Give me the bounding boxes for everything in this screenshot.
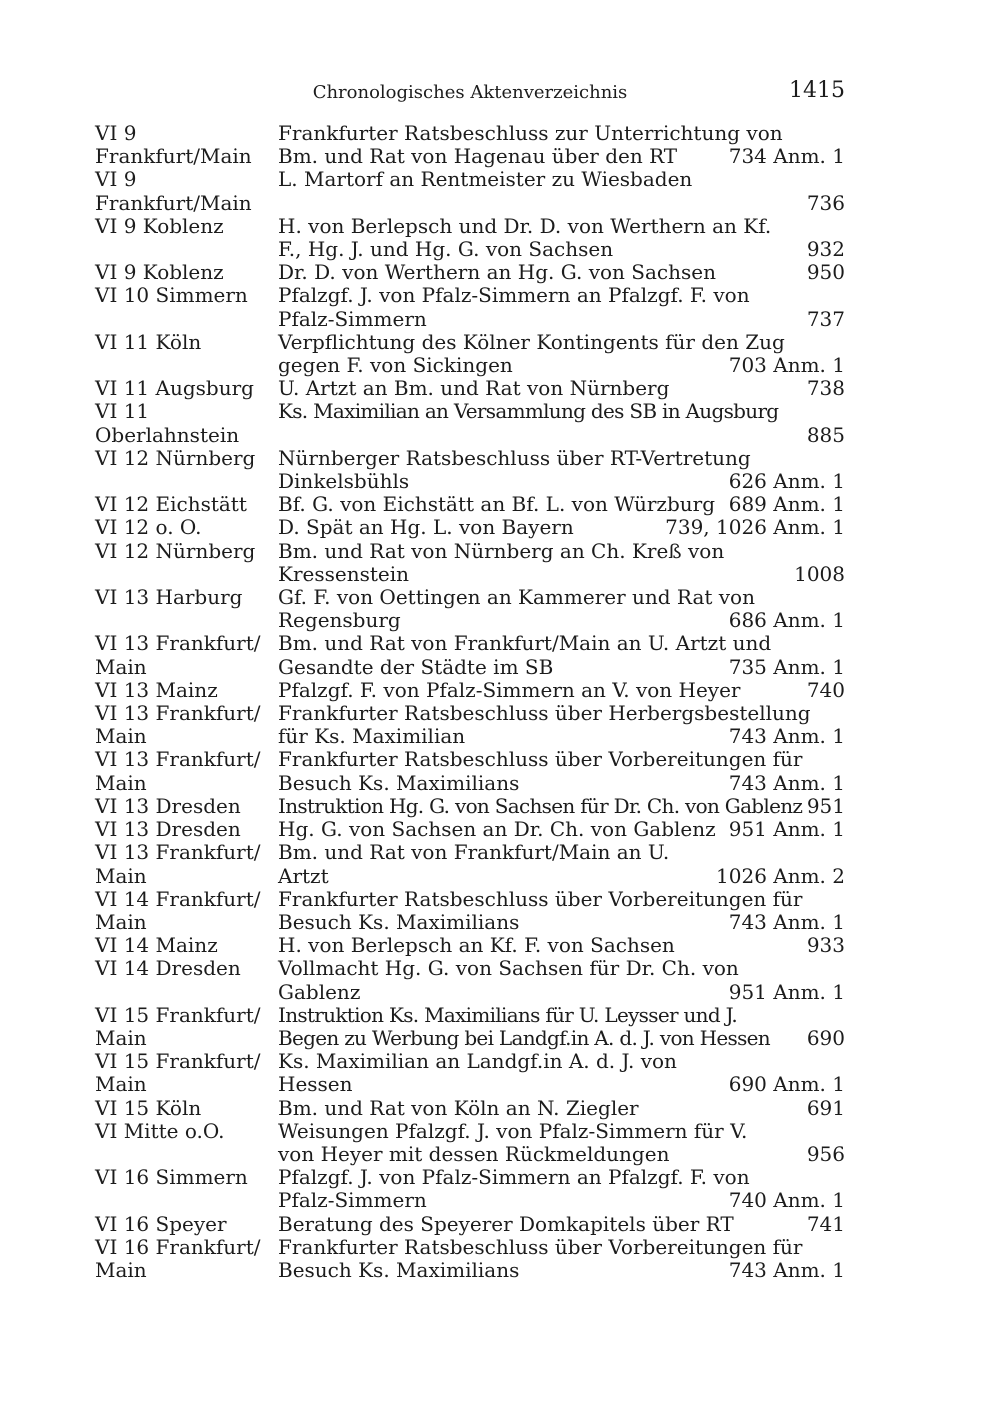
entry-page-reference: 691 — [806, 1095, 845, 1120]
entry-body — [278, 818, 845, 841]
entry-page-reference: 626 Anm. 1 — [728, 469, 845, 494]
entry-body — [278, 934, 845, 957]
page-number: 1415 — [789, 78, 845, 103]
list-item — [95, 261, 845, 284]
entry-date-place: VI 9 Koblenz — [95, 260, 224, 285]
entry-body — [278, 447, 845, 493]
list-item — [95, 1213, 845, 1236]
entry-page-reference: 690 — [806, 1025, 845, 1050]
entry-date-place: VI 16 Frankfurt/ Main — [95, 1234, 261, 1282]
entry-description: Bm. und Rat von Köln an N. Ziegler — [278, 1095, 639, 1120]
entry-page-reference: 951 Anm. 1 — [728, 817, 845, 842]
entry-date-place: VI 15 Köln — [95, 1095, 202, 1120]
entry-body — [278, 632, 845, 678]
entry-body — [278, 540, 845, 586]
entry-date-place: VI 12 Nürnberg — [95, 445, 256, 470]
list-item — [95, 447, 845, 493]
entry-description: Ks. Maximilian an Versammlung des SB in Augsburg — [278, 399, 779, 424]
entry-date-place: VI 12 Eichstätt — [95, 492, 247, 517]
entry-date-place: VI 12 o. O. — [95, 515, 202, 540]
entry-page-reference: 1026 Anm. 2 — [716, 863, 845, 888]
entry-date-place: VI 13 Harburg — [95, 585, 243, 610]
entry-date-place: VI 11 Augsburg — [95, 376, 254, 401]
entry-description: Frankfurter Ratsbeschluss über Herbergsbestellung für Ks. Maximilian — [278, 701, 811, 749]
list-item — [95, 377, 845, 400]
entry-body — [278, 1213, 845, 1236]
entry-page-reference: 932 — [806, 237, 845, 262]
entry-page-reference: 686 Anm. 1 — [728, 608, 845, 633]
entry-body — [278, 400, 845, 446]
list-item — [95, 841, 845, 887]
entry-date-place: VI 11 Oberlahnstein — [95, 399, 240, 447]
entry-page-reference: 689 Anm. 1 — [728, 492, 845, 517]
entry-page-reference: 740 — [806, 677, 845, 702]
entry-page-reference: 933 — [806, 933, 845, 958]
list-item — [95, 934, 845, 957]
entry-date-place: VI 11 Köln — [95, 329, 202, 354]
list-item — [95, 748, 845, 794]
list-item — [95, 586, 845, 632]
entry-description: Bm. und Rat von Nürnberg an Ch. Kreß von Kressenstein — [278, 538, 725, 586]
list-item — [95, 888, 845, 934]
entry-body — [278, 748, 845, 794]
entry-date-place: VI 13 Frankfurt/ Main — [95, 701, 261, 749]
entry-date-place: VI 15 Frankfurt/ Main — [95, 1002, 261, 1050]
entry-body — [278, 888, 845, 934]
entry-description: Hg. G. von Sachsen an Dr. Ch. von Gablenz — [278, 817, 716, 842]
entry-date-place: VI 9 Frankfurt/Main — [95, 121, 252, 169]
entry-body — [278, 215, 845, 261]
entry-body — [278, 1236, 845, 1282]
running-title: Chronologisches Aktenverzeichnis — [312, 82, 628, 103]
entry-date-place: VI 13 Dresden — [95, 817, 241, 842]
entry-description: Frankfurter Ratsbeschluss zur Unterrichtung von Bm. und Rat von Hagenau über den RT — [278, 121, 783, 169]
entry-body — [278, 1050, 845, 1096]
list-item — [95, 122, 845, 168]
entry-description: L. Martorf an Rentmeister zu Wiesbaden — [278, 167, 693, 192]
entry-page-reference: 690 Anm. 1 — [728, 1072, 845, 1097]
entry-page-reference: 741 — [806, 1211, 845, 1236]
entry-page-reference: 737 — [806, 306, 845, 331]
entry-description: Pfalzgf. J. von Pfalz-Simmern an Pfalzgf. F. von Pfalz-Simmern — [278, 283, 750, 331]
entry-description: Bm. und Rat von Frankfurt/Main an U. Artzt — [278, 840, 670, 888]
entry-date-place: VI 10 Simmern — [95, 283, 248, 308]
entry-description: Instruktion Hg. G. von Sachsen für Dr. Ch. von Gablenz — [278, 793, 803, 818]
list-item — [95, 679, 845, 702]
entry-body — [278, 1120, 845, 1166]
entry-page-reference: 743 Anm. 1 — [728, 724, 845, 749]
entry-description: Bf. G. von Eichstätt an Bf. L. von Würzburg — [278, 492, 716, 517]
entry-date-place: VI 14 Mainz — [95, 933, 218, 958]
entry-date-place: VI 13 Frankfurt/ Main — [95, 747, 261, 795]
entry-page-reference: 951 — [806, 793, 845, 818]
entry-page-reference: 739, 1026 Anm. 1 — [665, 515, 845, 540]
entry-page-reference: 885 — [806, 422, 845, 447]
entry-description: D. Spät an Hg. L. von Bayern — [278, 515, 574, 540]
entry-description: Verpflichtung des Kölner Kontingents für den Zug gegen F. von Sickingen — [278, 329, 785, 378]
entry-page-reference: 1008 — [794, 561, 845, 586]
list-item — [95, 1050, 845, 1096]
entry-date-place: VI 14 Dresden — [95, 956, 241, 981]
entry-description: Nürnberger Ratsbeschluss über RT-Vertretung Dinkelsbühls — [278, 445, 751, 494]
entry-description: Beratung des Speyerer Domkapitels über RT — [278, 1211, 734, 1236]
entry-page-reference: 734 Anm. 1 — [728, 144, 845, 169]
chronological-list — [95, 122, 845, 1282]
entry-description: Frankfurter Ratsbeschluss über Vorbereitungen für Besuch Ks. Maximilians — [278, 886, 803, 934]
entry-page-reference: 951 Anm. 1 — [728, 979, 845, 1004]
list-item — [95, 215, 845, 261]
entry-page-reference: 703 Anm. 1 — [728, 353, 845, 378]
entry-description: Frankfurter Ratsbeschluss über Vorbereitungen für Besuch Ks. Maximilians — [278, 747, 803, 795]
entry-date-place: VI 14 Frankfurt/ Main — [95, 886, 261, 934]
entry-date-place: VI 13 Frankfurt/ Main — [95, 840, 261, 888]
entry-date-place: VI 13 Frankfurt/ Main — [95, 631, 261, 679]
entry-date-place: VI 16 Speyer — [95, 1211, 227, 1236]
entry-description: Gf. F. von Oettingen an Kammerer und Rat von Regensburg — [278, 585, 755, 633]
list-item — [95, 957, 845, 1003]
entry-description: Weisungen Pfalzgf. J. von Pfalz-Simmern für V. von Heyer mit dessen Rückmeldungen — [278, 1118, 748, 1166]
entry-body — [278, 679, 845, 702]
entry-page-reference: 950 — [806, 260, 845, 285]
entry-body — [278, 331, 845, 377]
entry-page-reference: 736 — [806, 190, 845, 215]
entry-body — [278, 1097, 845, 1120]
entry-date-place: VI Mitte o.O. — [95, 1118, 225, 1143]
entry-description: Frankfurter Ratsbeschluss über Vorbereitungen für Besuch Ks. Maximilians — [278, 1234, 803, 1282]
entry-date-place: VI 15 Frankfurt/ Main — [95, 1049, 261, 1097]
entry-description: U. Artzt an Bm. und Rat von Nürnberg — [278, 376, 670, 401]
entry-description: H. von Berlepsch an Kf. F. von Sachsen — [278, 933, 675, 958]
list-item — [95, 1120, 845, 1166]
entry-description: Bm. und Rat von Frankfurt/Main an U. Artzt und Gesandte der Städte im SB — [278, 631, 772, 679]
entry-body — [278, 1166, 845, 1212]
list-item — [95, 702, 845, 748]
entry-page-reference: 735 Anm. 1 — [728, 654, 845, 679]
list-item — [95, 1166, 845, 1212]
entry-page-reference: 740 Anm. 1 — [728, 1188, 845, 1213]
list-item — [95, 540, 845, 586]
entry-body — [278, 1004, 845, 1050]
list-item — [95, 1004, 845, 1050]
list-item — [95, 168, 845, 214]
entry-description: Ks. Maximilian an Landgf.in A. d. J. von Hessen — [278, 1049, 677, 1097]
entry-body — [278, 957, 845, 1003]
entry-date-place: VI 12 Nürnberg — [95, 538, 256, 563]
list-item — [95, 284, 845, 330]
entry-date-place: VI 9 Frankfurt/Main — [95, 167, 252, 215]
entry-page-reference: 738 — [806, 376, 845, 401]
entry-description: Dr. D. von Werthern an Hg. G. von Sachsen — [278, 260, 716, 285]
list-item — [95, 632, 845, 678]
entry-date-place: VI 9 Koblenz — [95, 213, 224, 238]
entry-body — [278, 168, 845, 214]
entry-date-place: VI 13 Mainz — [95, 677, 218, 702]
list-item — [95, 493, 845, 516]
list-item — [95, 1097, 845, 1120]
entry-page-reference: 743 Anm. 1 — [728, 909, 845, 934]
entry-body — [278, 702, 845, 748]
list-item — [95, 1236, 845, 1282]
list-item — [95, 516, 845, 539]
entry-body — [278, 377, 845, 400]
list-item — [95, 795, 845, 818]
entry-body — [278, 795, 845, 818]
entry-description: H. von Berlepsch und Dr. D. von Werthern an Kf. F., Hg. J. und Hg. G. von Sachsen — [278, 213, 772, 262]
entry-body — [278, 284, 845, 330]
entry-description: Vollmacht Hg. G. von Sachsen für Dr. Ch. von Gablenz — [278, 956, 739, 1004]
entry-body — [278, 586, 845, 632]
entry-date-place: VI 16 Simmern — [95, 1165, 248, 1190]
list-item — [95, 400, 845, 446]
entry-description: Pfalzgf. J. von Pfalz-Simmern an Pfalzgf. F. von Pfalz-Simmern — [278, 1165, 750, 1213]
list-item — [95, 331, 845, 377]
entry-description: Instruktion Ks. Maximilians für U. Leysser und J. Begen zu Werbung bei Landgf.in A. d. J. von Hessen — [278, 1002, 770, 1050]
running-head — [95, 80, 845, 106]
entry-body — [278, 493, 845, 516]
entry-date-place: VI 13 Dresden — [95, 793, 241, 818]
entry-page-reference: 743 Anm. 1 — [728, 770, 845, 795]
entry-body — [278, 841, 845, 887]
entry-body — [278, 516, 845, 539]
entry-page-reference: 743 Anm. 1 — [728, 1257, 845, 1282]
entry-body — [278, 122, 845, 168]
entry-body — [278, 261, 845, 284]
entry-description: Pfalzgf. F. von Pfalz-Simmern an V. von Heyer — [278, 677, 741, 702]
entry-page-reference: 956 — [806, 1141, 845, 1166]
list-item — [95, 818, 845, 841]
